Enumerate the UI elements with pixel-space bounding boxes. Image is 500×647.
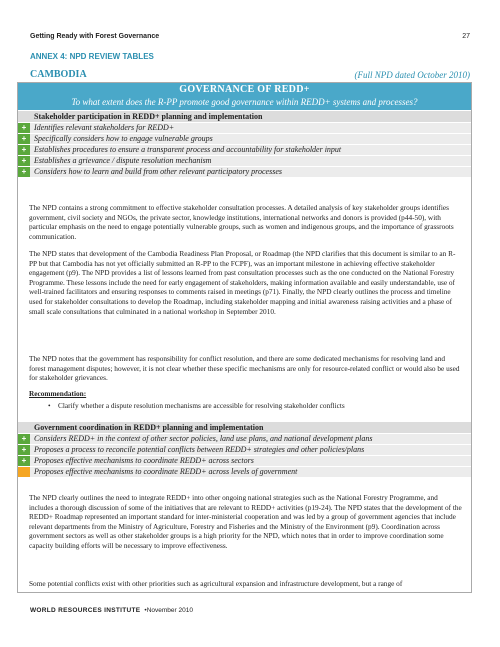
annex-title: ANNEX 4: NPD REVIEW TABLES: [30, 52, 154, 61]
criterion-row: [18, 455, 471, 466]
governance-header: [18, 83, 471, 110]
criterion-row: [18, 433, 471, 444]
status-badge: +: [18, 445, 30, 455]
section-heading-coordination: Government coordination in REDD+ planning and implementation: [18, 422, 471, 433]
status-badge: +: [18, 456, 30, 466]
criterion-text: Specifically considers how to engage vulnerable groups: [34, 134, 213, 143]
status-badge: +: [18, 134, 30, 144]
criterion-text: Proposes a process to reconcile potential conflicts between REDD+ strategies and other policies/plans: [34, 445, 365, 454]
criterion-text: Proposes effective mechanisms to coordinate REDD+ across sectors: [34, 456, 254, 465]
recommendation-item: [48, 401, 345, 410]
governance-question: To what extent does the R-PP promote good governance within REDD+ systems and processes?: [71, 97, 418, 107]
page-number: 27: [462, 33, 470, 40]
status-badge: +: [18, 167, 30, 177]
criterion-row: [18, 155, 471, 166]
governance-title: GOVERNANCE OF REDD+: [179, 84, 310, 95]
running-title: Getting Ready with Forest Governance: [30, 33, 160, 40]
npd-date: (Full NPD dated October 2010): [354, 70, 470, 80]
criterion-text: Identifies relevant stakeholders for REDD+: [34, 123, 175, 132]
criterion-text: Considers how to learn and build from other relevant participatory processes: [34, 167, 282, 176]
country-row: [30, 69, 470, 81]
paragraph: The NPD states that development of the Cambodia Readiness Plan Proposal, or Roadmap (the NPD clarifies that this document is similar to an R-PP but that Cambodia has not yet officially submitted an R-PP to the FCPF), was an important milestone in achieving effective stakeholder engagement (p9). The NPD provides a list of lessons learned from past consultation processes such as the one conducted on the National Forestry Programme. These lessons include the need for early engagement of stakeholders, making information available and easily understandable, use of well-trained facilitators and ensuring responses to comments raised in meetings (p71). Finally, the NPD clearly outlines the process and timeline used for stakeholder consultations to develop the Roadmap, including stakeholder mapping and initial awareness raising activities and a phase of small scale consultations that culminated in a national workshop in September 2010.: [29, 249, 456, 316]
status-badge: [18, 467, 30, 477]
status-badge: +: [18, 434, 30, 444]
criterion-text: Establishes procedures to ensure a transparent process and accountability for stakeholder input: [34, 145, 342, 154]
footer: [30, 607, 193, 614]
section-heading-stakeholder: Stakeholder participation in REDD+ planning and implementation: [18, 111, 471, 122]
footer-org: WORLD RESOURCES INSTITUTE: [30, 607, 141, 614]
criterion-text: Proposes effective mechanisms to coordinate REDD+ across levels of government: [34, 467, 298, 476]
review-table: [17, 82, 472, 593]
criterion-row: [18, 466, 471, 477]
criterion-row: [18, 144, 471, 155]
paragraph: The NPD notes that the government has responsibility for conflict resolution, and there are some dedicated mechanisms for resolving land and forest management disputes; however, it is not clear whether these specific mechanisms are only for resource-related conflict or would also be used for stakeholder grievances.: [29, 354, 460, 383]
bullet-icon: •: [48, 401, 51, 410]
paragraph: The NPD contains a strong commitment to effective stakeholder consultation processes. A detailed analysis of key stakeholder groups identifies government, civil society and NGOs, the private sector, knowledge institutions, international networks and donors is provided (p44-50), with particular emphasis on the need to engage potentially vulnerable groups, such as women and indigenous groups, and the importance of grassroots communication.: [29, 203, 454, 241]
paragraph: Some potential conflicts exist with other priorities such as agricultural expansion and infrastructure development, but a range of: [29, 579, 403, 588]
status-badge: +: [18, 156, 30, 166]
criterion-row: [18, 166, 471, 177]
paragraph: The NPD clearly outlines the need to integrate REDD+ into other ongoing national strategies such as the National Forestry Programme, and includes a thorough discussion of some of the initiatives that are relevant to REDD+ activities (p19-24). The NPD states that the development of the REDD+ Roadmap represented an important standard for inter-ministerial cooperation and was led by a group of government agencies that include relevant departments from the Ministry of Agriculture, Forestry and Fisheries and the Ministry of the Environment (p9). Coordination across government sectors as well as other stakeholder groups is a high priority for the NPD, which notes that in order to improve coordination some capacity building efforts will be necessary to improve effectiveness.: [29, 493, 462, 550]
criterion-row: [18, 122, 471, 133]
criterion-text: Establishes a grievance / dispute resolution mechanism: [34, 156, 212, 165]
recommendation-text: Clarify whether a dispute resolution mechanisms are accessible for resolving stakeholder conflicts: [58, 401, 345, 410]
criterion-row: [18, 133, 471, 144]
footer-date: •November 2010: [144, 607, 193, 614]
criterion-row: [18, 444, 471, 455]
recommendation-label: Recommendation:: [29, 389, 87, 398]
country-name: CAMBODIA: [30, 69, 87, 80]
running-header: [30, 33, 470, 40]
status-badge: +: [18, 145, 30, 155]
criterion-text: Considers REDD+ in the context of other sector policies, land use plans, and national development plans: [34, 434, 373, 443]
status-badge: +: [18, 123, 30, 133]
